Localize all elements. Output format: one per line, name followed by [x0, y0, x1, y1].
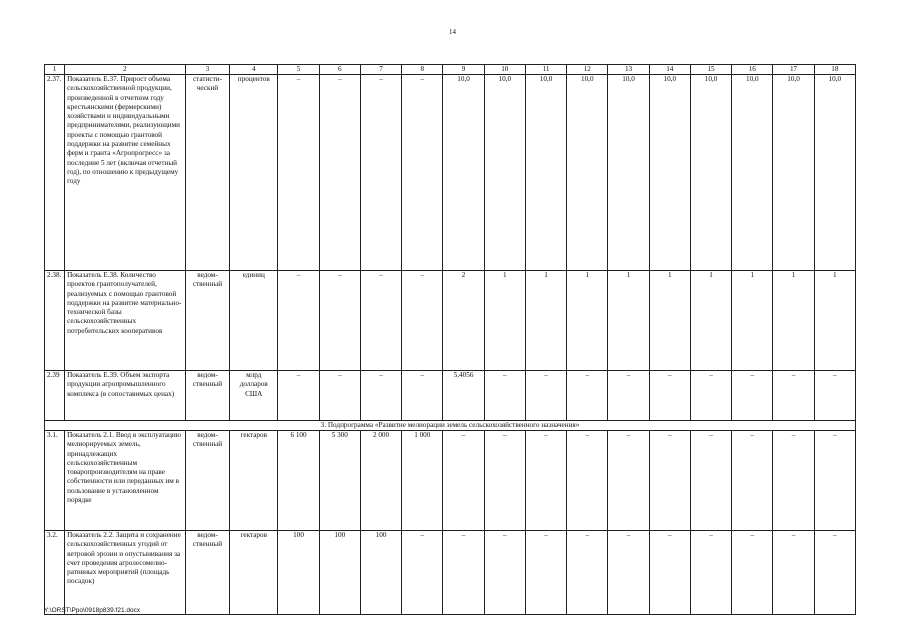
value-cell: –: [773, 431, 814, 531]
value-cell: 2 000: [360, 431, 401, 531]
value-cell: 10,0: [649, 75, 690, 271]
value-cell: –: [443, 531, 484, 615]
value-cell: –: [443, 431, 484, 531]
value-cell: –: [525, 371, 566, 421]
column-number: 4: [230, 65, 278, 75]
data-source: ведом-ственный: [185, 531, 229, 615]
value-cell: 1: [608, 271, 649, 371]
value-cell: 1 000: [402, 431, 443, 531]
row-number: 3.2.: [45, 531, 65, 615]
value-cell: –: [319, 75, 360, 271]
value-cell: 100: [319, 531, 360, 615]
value-cell: –: [608, 531, 649, 615]
value-cell: 1: [525, 271, 566, 371]
table-row: [45, 371, 856, 421]
value-cell: –: [814, 431, 855, 531]
column-number: 10: [484, 65, 525, 75]
unit: млрд долларов США: [230, 371, 278, 421]
row-number: 2.39: [45, 371, 65, 421]
column-number: 16: [732, 65, 773, 75]
table-row: [45, 531, 856, 615]
row-number: 2.37.: [45, 75, 65, 271]
value-cell: –: [567, 371, 608, 421]
value-cell: –: [484, 431, 525, 531]
column-number: 9: [443, 65, 484, 75]
value-cell: 10,0: [484, 75, 525, 271]
value-cell: 1: [773, 271, 814, 371]
value-cell: 5,4056: [443, 371, 484, 421]
unit: гектаров: [230, 531, 278, 615]
value-cell: –: [360, 75, 401, 271]
value-cell: –: [608, 371, 649, 421]
value-cell: 1: [484, 271, 525, 371]
indicator-name: Показатель 2.1. Ввод в эксплуатацию мелиорируемых земель, принадлежащих сельскохозяйственным товаропроизводителям на праве собственности или переданных им в пользование в установленном порядке: [65, 431, 186, 531]
data-source: ведом-ственный: [185, 271, 229, 371]
value-cell: –: [319, 271, 360, 371]
value-cell: 6 100: [278, 431, 319, 531]
value-cell: –: [402, 271, 443, 371]
value-cell: 10,0: [814, 75, 855, 271]
value-cell: –: [690, 371, 731, 421]
data-source: ведом-ственный: [185, 431, 229, 531]
value-cell: –: [278, 271, 319, 371]
value-cell: –: [360, 271, 401, 371]
file-path-footer: Y:\ORST\Ppo\0918p839.f21.docx: [44, 607, 141, 614]
column-number: 13: [608, 65, 649, 75]
value-cell: 10,0: [567, 75, 608, 271]
value-cell: –: [649, 371, 690, 421]
value-cell: 1: [649, 271, 690, 371]
value-cell: –: [649, 531, 690, 615]
column-number: 6: [319, 65, 360, 75]
column-number: 1: [45, 65, 65, 75]
value-cell: –: [484, 531, 525, 615]
column-number: 14: [649, 65, 690, 75]
column-number: 17: [773, 65, 814, 75]
unit: гектаров: [230, 431, 278, 531]
value-cell: 2: [443, 271, 484, 371]
table-row: [45, 431, 856, 531]
page-number: 14: [449, 28, 456, 36]
column-number: 18: [814, 65, 855, 75]
value-cell: –: [525, 531, 566, 615]
value-cell: 10,0: [773, 75, 814, 271]
value-cell: –: [525, 431, 566, 531]
value-cell: 100: [278, 531, 319, 615]
value-cell: –: [608, 431, 649, 531]
column-number: 12: [567, 65, 608, 75]
value-cell: 1: [690, 271, 731, 371]
value-cell: –: [814, 371, 855, 421]
table-row: [45, 75, 856, 271]
indicators-table: [44, 64, 856, 615]
value-cell: 10,0: [608, 75, 649, 271]
value-cell: 100: [360, 531, 401, 615]
column-number: 11: [525, 65, 566, 75]
value-cell: –: [649, 431, 690, 531]
value-cell: –: [814, 531, 855, 615]
column-number: 5: [278, 65, 319, 75]
value-cell: –: [402, 531, 443, 615]
value-cell: 10,0: [690, 75, 731, 271]
value-cell: 1: [732, 271, 773, 371]
value-cell: 10,0: [732, 75, 773, 271]
data-source: ведом-ственный: [185, 371, 229, 421]
indicator-name: Показатель Е.39. Объем экспорта продукции агропромышленного комплекса (в сопоставимых ценах): [65, 371, 186, 421]
column-number: 15: [690, 65, 731, 75]
unit: единиц: [230, 271, 278, 371]
column-number: 2: [65, 65, 186, 75]
column-number: 3: [185, 65, 229, 75]
indicator-name: Показатель Е.37. Прирост объема сельскохозяйственной продукции, произведенной в отчетном году крестьянскими (фермерскими) хозяйствами и индивидуальными предпринимателями, реализующими проекты с помощью грантовой поддержки на развитие семейных ферм и гранта «Агропрогресс» за последние 5 лет (включая отчетный год), по отношению к предыдущему году: [65, 75, 186, 271]
value-cell: –: [484, 371, 525, 421]
value-cell: –: [319, 371, 360, 421]
indicator-name: Показатель Е.38. Количество проектов грантополучателей, реализуемых с помощью грантовой поддержки на развитие материально-технической базы сельскохозяйственных потребительских кооперативов: [65, 271, 186, 371]
value-cell: –: [732, 431, 773, 531]
indicator-name: Показатель 2.2. Защита и сохранение сельскохозяйственных угодий от ветровой эрозии и опустынивания за счет проведения агролесомелио-ративных мероприятий (площадь посадок): [65, 531, 186, 615]
value-cell: –: [402, 371, 443, 421]
value-cell: –: [567, 431, 608, 531]
value-cell: –: [773, 371, 814, 421]
column-number-row: [45, 65, 856, 75]
value-cell: –: [690, 431, 731, 531]
value-cell: –: [278, 371, 319, 421]
value-cell: –: [690, 531, 731, 615]
row-number: 3.1.: [45, 431, 65, 531]
value-cell: –: [278, 75, 319, 271]
value-cell: 10,0: [525, 75, 566, 271]
value-cell: 5 300: [319, 431, 360, 531]
table-row: [45, 271, 856, 371]
value-cell: 1: [814, 271, 855, 371]
value-cell: –: [773, 531, 814, 615]
unit: процентов: [230, 75, 278, 271]
data-source: статисти-ческий: [185, 75, 229, 271]
value-cell: 10,0: [443, 75, 484, 271]
section-title: 3. Подпрограмма «Развитие мелиорации земель сельскохозяйственного назначения»: [45, 421, 856, 431]
column-number: 8: [402, 65, 443, 75]
value-cell: –: [402, 75, 443, 271]
row-number: 2.38.: [45, 271, 65, 371]
value-cell: –: [360, 371, 401, 421]
value-cell: –: [567, 531, 608, 615]
section-row: [45, 421, 856, 431]
value-cell: –: [732, 531, 773, 615]
column-number: 7: [360, 65, 401, 75]
value-cell: 1: [567, 271, 608, 371]
value-cell: –: [732, 371, 773, 421]
